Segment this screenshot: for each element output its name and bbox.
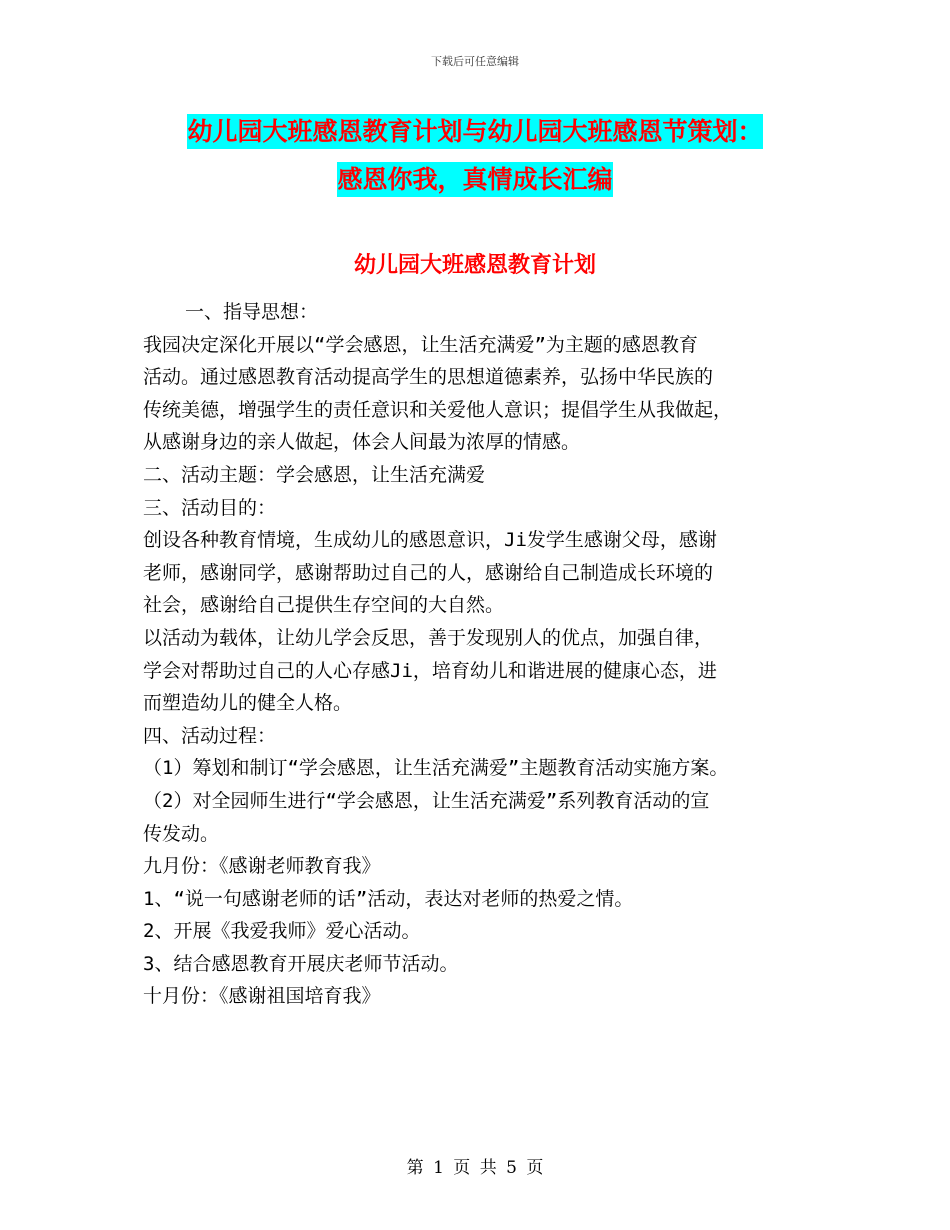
body-line: 十月份：《感谢祖国培育我》 <box>143 985 381 1008</box>
body-line: 活动。通过感恩教育活动提高学生的思想道德素养，弘扬中华民族的 <box>143 366 714 389</box>
body-line: 社会，感谢给自己提供生存空间的大自然。 <box>143 594 505 617</box>
body-line: 九月份：《感谢老师教育我》 <box>143 855 381 878</box>
document-title <box>0 108 950 204</box>
body-line: 从感谢身边的亲人做起，体会人间最为浓厚的情感。 <box>143 431 581 454</box>
body-line: 我园决定深化开展以“学会感恩，让生活充满爱”为主题的感恩教育 <box>143 333 698 356</box>
body-line: 2、开展《我爱我师》爱心活动。 <box>143 920 421 943</box>
body-line: 1、“说一句感谢老师的话”活动，表达对老师的热爱之情。 <box>143 887 634 910</box>
body-line: （2）对全园师生进行“学会感恩，让生活充满爱”系列教育活动的宣 <box>143 789 710 812</box>
body-line: 3、结合感恩教育开展庆老师节活动。 <box>143 952 459 975</box>
body-text <box>143 296 813 1013</box>
body-line: 传统美德，增强学生的责任意识和关爱他人意识；提倡学生从我做起， <box>143 398 733 421</box>
body-line: 以活动为载体，让幼儿学会反思，善于发现别人的优点，加强自律， <box>143 626 714 649</box>
body-line: （1）筹划和制订“学会感恩，让生活充满爱”主题教育活动实施方案。 <box>143 757 729 780</box>
header-note: 下载后可任意编辑 <box>431 55 519 68</box>
document-title-line-2: 感恩你我，真情成长汇编 <box>337 162 612 197</box>
document-title-line-1: 幼儿园大班感恩教育计划与幼儿园大班感恩节策划： <box>187 114 762 149</box>
body-line: 一、指导思想： <box>185 301 319 323</box>
body-line: 传发动。 <box>143 822 220 845</box>
body-line: 老师，感谢同学，感谢帮助过自己的人，感谢给自己制造成长环境的 <box>143 561 714 584</box>
section-title: 幼儿园大班感恩教育计划 <box>353 252 596 278</box>
body-line: 学会对帮助过自己的人心存感Ji，培育幼儿和谐进展的健康心态，进 <box>143 659 717 682</box>
body-line: 二、活动主题：学会感恩，让生活充满爱 <box>143 463 486 486</box>
body-line: 四、活动过程： <box>143 724 277 747</box>
page-number-footer: 第 1 页 共 5 页 <box>406 1158 544 1178</box>
body-line: 三、活动目的： <box>143 496 277 519</box>
body-line: 而塑造幼儿的健全人格。 <box>143 692 353 715</box>
body-line: 创设各种教育情境，生成幼儿的感恩意识，Ji发学生感谢父母，感谢 <box>143 529 717 552</box>
